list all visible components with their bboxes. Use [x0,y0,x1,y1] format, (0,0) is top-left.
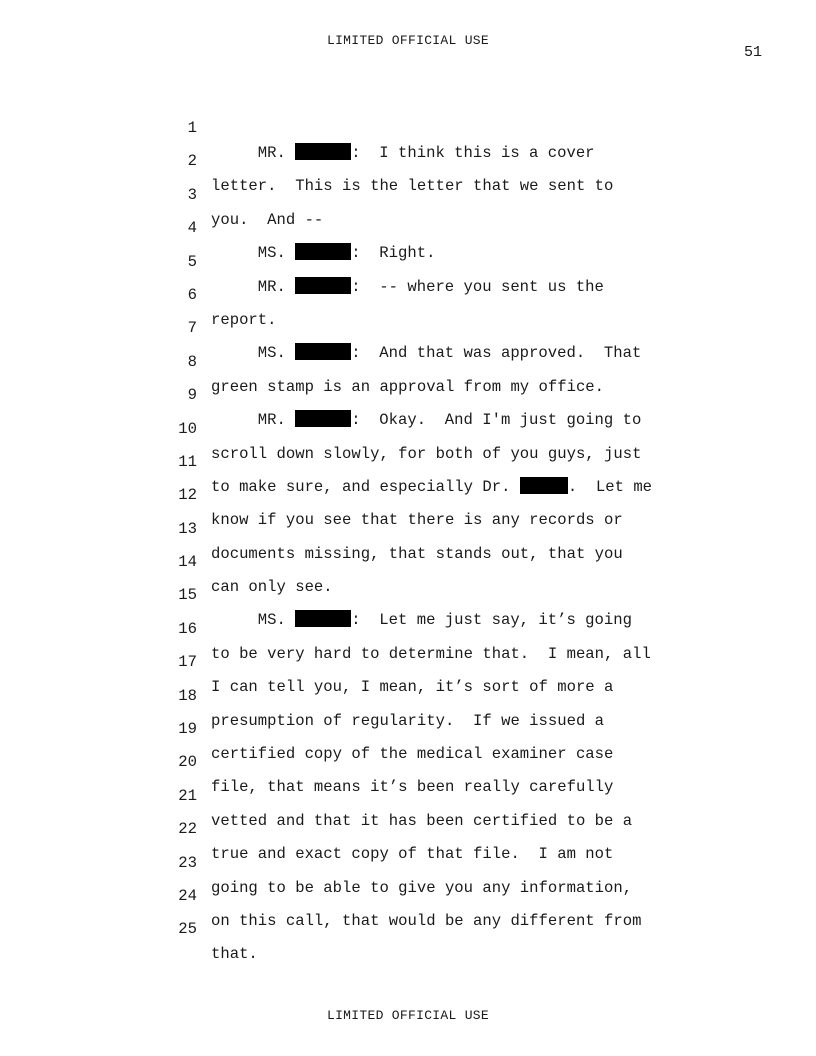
line-text: vetted and that it has been certified to be a [211,811,633,830]
line-text: on this call, that would be any different from [211,911,642,930]
line-number: 4 [187,219,197,238]
line-text: documents missing, that stands out, that you [211,544,623,563]
transcript-line [0,325,816,396]
speaker-prefix: MR. [211,411,296,430]
transcript-line [0,124,816,196]
page-number: 51 [743,44,762,61]
transcript-line [0,291,816,363]
line-text: certified copy of the medical examiner case [211,745,614,764]
line-text: can only see. [211,578,333,597]
speech-text: : Okay. And I'm just going to [351,411,642,430]
speaker-prefix: MR. [211,277,296,296]
line-number: 7 [187,319,197,338]
speech-text: . Let me [567,477,653,496]
line-text: scroll down slowly, for both of you guys, just [211,444,642,463]
line-number: 24 [178,886,197,905]
line-text: I can tell you, I mean, it’s sort of more a [211,678,614,697]
speech-text: : Let me just say, it’s going [351,611,632,630]
line-text: green stamp is an approval from my office. [211,377,605,396]
line-number: 8 [187,352,197,371]
line-number: 21 [178,786,197,805]
line-number: 2 [187,152,197,171]
line-number: 5 [187,252,197,271]
line-number: 9 [187,386,197,405]
transcript-line [0,892,816,964]
line-text: report. [211,310,277,329]
line-number: 14 [178,553,197,572]
line-text: you. And -- [211,210,324,229]
speech-text: : Right. [351,244,436,263]
transcript-line [0,158,816,229]
footer-classification: LIMITED OFFICIAL USE [326,1008,490,1023]
line-number: 10 [178,419,197,438]
line-text: presumption of regularity. If we issued a [211,711,605,730]
transcript-line [0,258,816,329]
line-number: 18 [178,686,197,705]
speaker-prefix: MS. [211,611,296,630]
speaker-prefix: MS. [211,244,296,263]
transcript-line [0,191,816,263]
transcript-line [0,91,816,162]
speaker-prefix: MS. [211,344,296,363]
line-text: file, that means it’s been really carefully [211,778,614,797]
line-number: 11 [178,452,197,471]
line-number: 6 [187,285,197,304]
line-number: 25 [178,920,197,939]
header-classification: LIMITED OFFICIAL USE [326,33,490,48]
speech-text: : And that was approved. That [351,344,642,363]
line-number: 16 [178,619,197,638]
line-number: 17 [178,653,197,672]
line-number: 13 [178,519,197,538]
line-number: 23 [178,853,197,872]
line-text: know if you see that there is any records or [211,511,623,530]
line-text: true and exact copy of that file. I am not [211,845,614,864]
speaker-prefix: MR. [211,144,296,162]
speech-text: : -- where you sent us the [351,277,604,296]
transcript-body [0,91,816,964]
speech-text: : I think this is a cover [351,144,595,162]
line-number: 1 [187,119,197,137]
line-text: letter. This is the letter that we sent to [211,177,614,196]
line-text: to be very hard to determine that. I mean, all [211,644,651,663]
line-number: 3 [187,185,197,204]
line-text: that. [211,945,258,964]
speech-text: to make sure, and especially Dr. [211,477,520,496]
line-number: 19 [178,720,197,739]
line-number: 12 [178,486,197,505]
line-text: going to be able to give you any information, [211,878,633,897]
transcript-line [0,225,816,296]
line-number: 22 [178,820,197,839]
line-number: 20 [178,753,197,772]
line-number: 15 [178,586,197,605]
